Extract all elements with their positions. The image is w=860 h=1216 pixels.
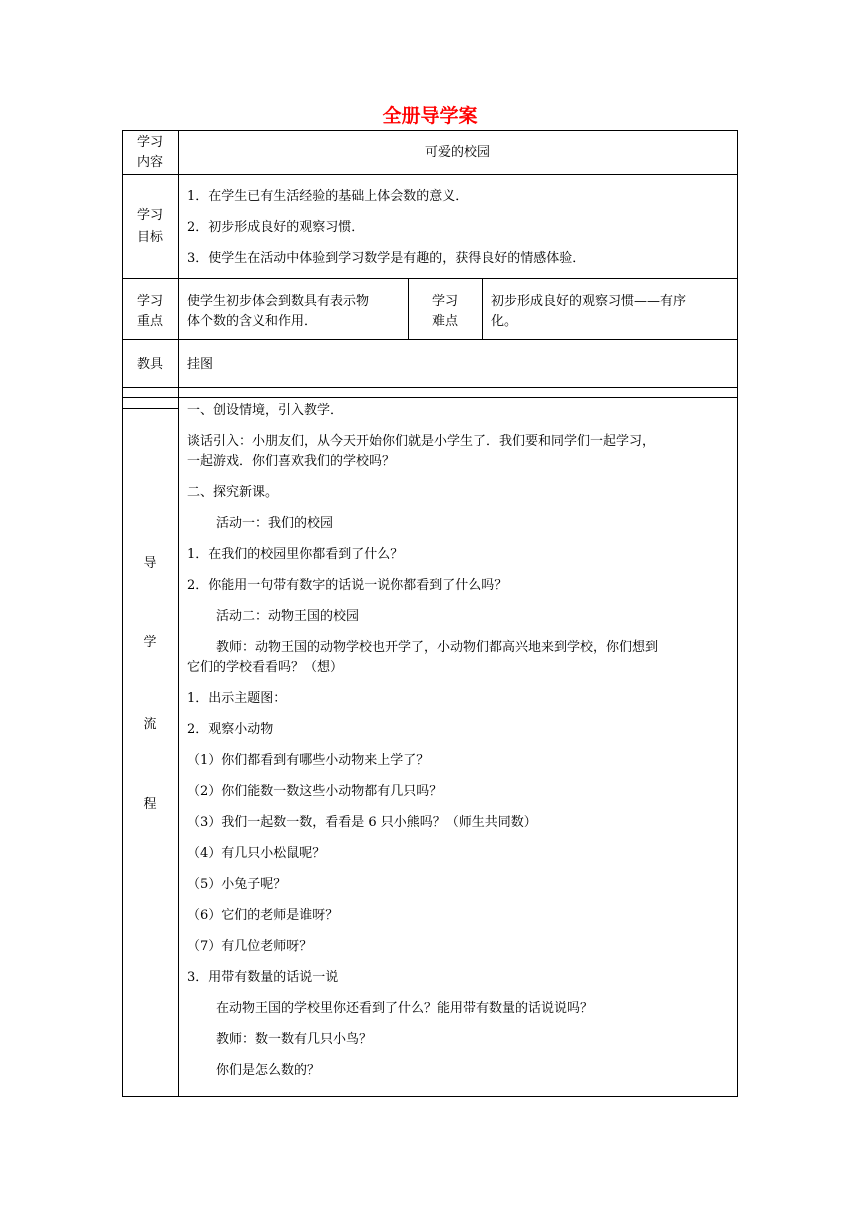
process-line: 教师：动物王国的动物学校也开学了，小动物们都高兴地来到学校，你们想到 xyxy=(216,640,659,655)
table-border-left xyxy=(122,130,123,1097)
goal-item-1: 1．在学生已有生活经验的基础上体会数的意义． xyxy=(187,189,469,204)
difficulty-line1: 初步形成良好的观察习惯——有序 xyxy=(491,294,687,309)
process-line: 1．在我们的校园里你都看到了什么？ xyxy=(187,547,404,562)
row-divider-2 xyxy=(122,278,738,279)
row-divider-5b xyxy=(122,408,178,409)
goals-label-line2: 目标 xyxy=(136,230,163,245)
process-label-char-2: 学 xyxy=(143,635,157,650)
process-line: （1）你们都看到有哪些小动物来上学了？ xyxy=(187,753,430,768)
row-divider-1 xyxy=(122,174,738,175)
process-line: 一、创设情境，引入教学． xyxy=(187,403,344,418)
process-line: 教师：数一数有几只小鸟？ xyxy=(216,1032,373,1047)
process-line: 谈话引入：小朋友们，从今天开始你们就是小学生了．我们要和同学们一起学习， xyxy=(187,434,656,449)
key-points-line2: 体个数的含义和作用． xyxy=(187,314,318,329)
process-line: （3）我们一起数一数，看看是 6 只小熊吗？（师生共同数） xyxy=(187,815,537,830)
row-divider-5c xyxy=(178,397,738,398)
difficulty-label-line2: 难点 xyxy=(431,314,458,329)
process-line: 1．出示主题图： xyxy=(187,691,287,706)
content-label-line2: 内容 xyxy=(136,155,163,170)
tools-value: 挂图 xyxy=(187,357,214,372)
process-label-char-3: 流 xyxy=(143,717,157,732)
row-divider-3 xyxy=(122,339,738,340)
process-line: （5）小兔子呢？ xyxy=(187,877,287,892)
process-line: 一起游戏．你们喜欢我们的学校吗？ xyxy=(187,454,396,469)
document-title: 全册导学案 xyxy=(382,105,478,127)
process-line: （4）有几只小松鼠呢？ xyxy=(187,846,326,861)
table-border-bottom xyxy=(122,1096,738,1097)
table-border-right xyxy=(737,130,738,1097)
tools-label: 教具 xyxy=(136,357,163,372)
process-label-char-4: 程 xyxy=(143,797,157,812)
row-divider-4 xyxy=(122,387,738,388)
key-points-label-line1: 学习 xyxy=(136,294,163,309)
process-line: （2）你们能数一数这些小动物都有几只吗？ xyxy=(187,784,443,799)
process-line: （7）有几位老师呀？ xyxy=(187,939,313,954)
process-line: 3．用带有数量的话说一说 xyxy=(187,970,339,985)
goal-item-2: 2．初步形成良好的观察习惯． xyxy=(187,220,365,235)
difficulty-label-line1: 学习 xyxy=(431,294,458,309)
difficulty-line2: 化。 xyxy=(491,314,518,329)
content-value: 可爱的校园 xyxy=(424,145,490,160)
content-label-line1: 学习 xyxy=(136,135,163,150)
process-line: 在动物王国的学校里你还看到了什么？能用带有数量的话说说吗？ xyxy=(216,1001,594,1016)
process-line: 2．观察小动物 xyxy=(187,722,274,737)
process-line: 二、探究新课。 xyxy=(187,485,279,500)
label-column-divider xyxy=(178,130,179,1097)
goals-label-line1: 学习 xyxy=(136,208,163,223)
process-line: 你们是怎么数的？ xyxy=(216,1063,321,1078)
goal-item-3: 3．使学生在活动中体验到学习数学是有趣的，获得良好的情感体验． xyxy=(187,251,586,266)
process-line: 活动一：我们的校园 xyxy=(216,516,334,531)
table-border-top xyxy=(122,130,738,131)
key-points-label-line2: 重点 xyxy=(136,314,163,329)
row-divider-5a xyxy=(122,397,178,398)
process-label-char-1: 导 xyxy=(143,556,157,571)
key-points-line1: 使学生初步体会到数具有表示物 xyxy=(187,294,370,309)
process-line: 活动二：动物王国的校园 xyxy=(216,609,360,624)
process-line: 2．你能用一句带有数字的话说一说你都看到了什么吗？ xyxy=(187,578,508,593)
process-line: （6）它们的老师是谁呀？ xyxy=(187,908,339,923)
difficulty-label-divider xyxy=(482,278,483,340)
process-line: 它们的学校看看吗？（想） xyxy=(187,660,344,675)
